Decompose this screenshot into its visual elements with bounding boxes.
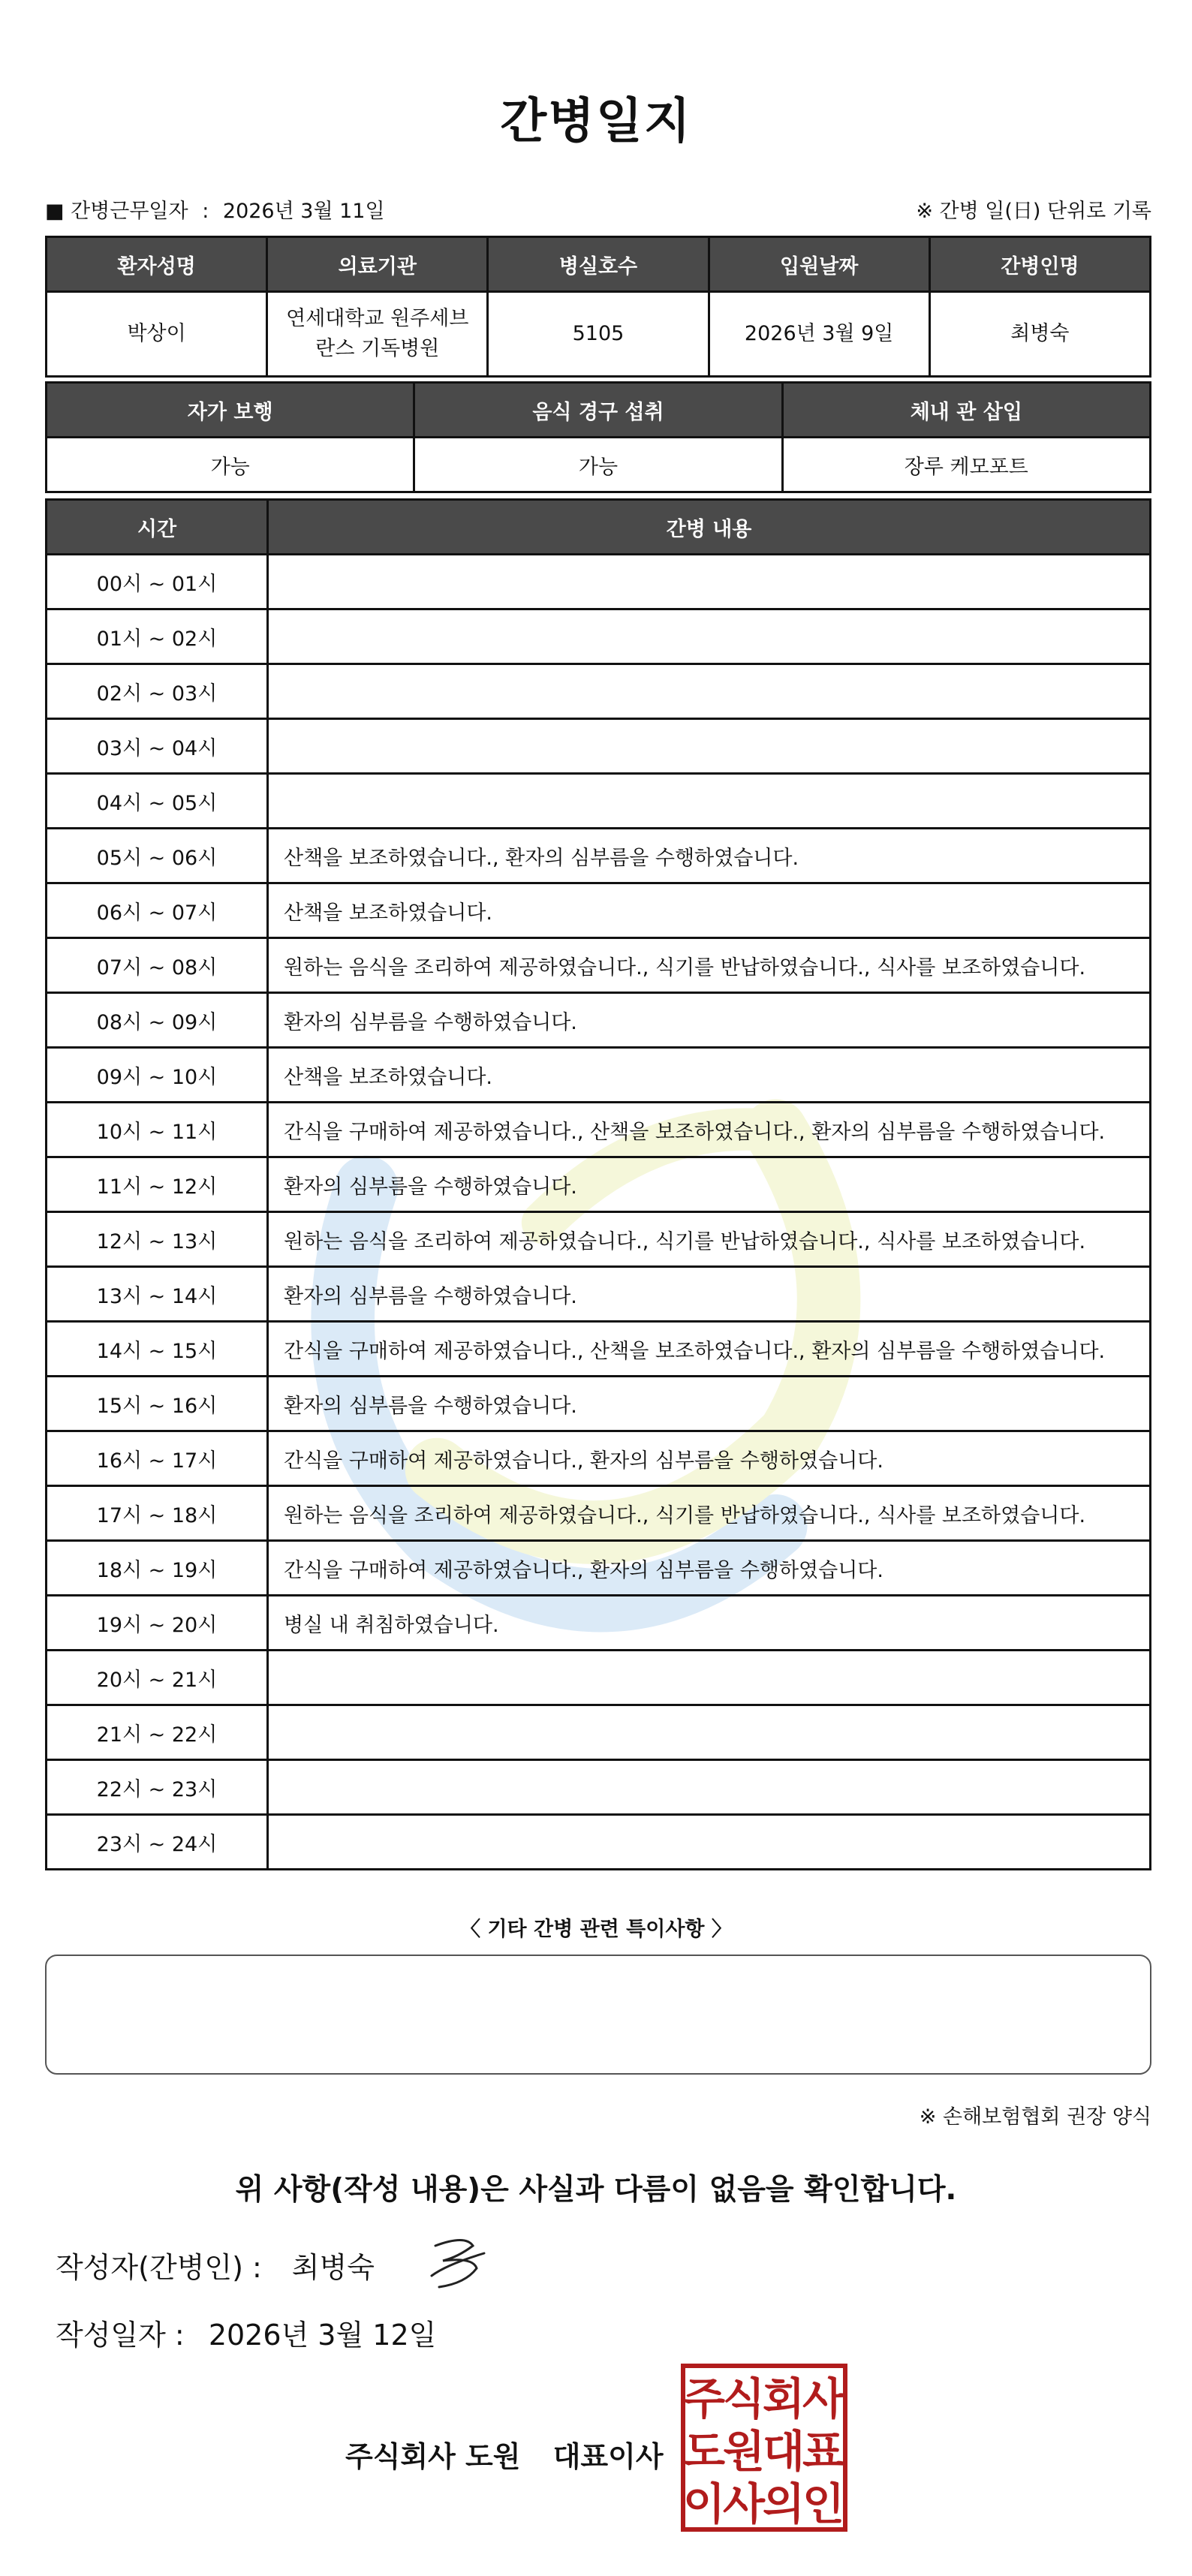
header-care-content: 간병 내용 xyxy=(268,500,1151,555)
care-date-value: 2026년 3월 11일 xyxy=(222,199,385,223)
table-row xyxy=(47,883,1151,938)
writer-line xyxy=(56,2244,375,2286)
table-row xyxy=(47,664,1151,719)
seal-char: 도 xyxy=(682,2426,726,2477)
company-line xyxy=(345,2433,664,2475)
patient-name: 박상이 xyxy=(47,292,267,377)
care-content-cell: 환자의 심부름을 수행하였습니다. xyxy=(268,1157,1151,1212)
seal-char: 대 xyxy=(762,2426,805,2477)
care-content-cell xyxy=(268,1815,1151,1870)
care-content-cell: 간식을 구매하여 제공하였습니다., 산책을 보조하였습니다., 환자의 심부름을 수행하였습니다. xyxy=(268,1322,1151,1377)
care-content-cell: 환자의 심부름을 수행하였습니다. xyxy=(268,993,1151,1048)
care-content-cell: 간식을 구매하여 제공하였습니다., 산책을 보조하였습니다., 환자의 심부름을 수행하였습니다. xyxy=(268,1103,1151,1157)
table-row xyxy=(47,1267,1151,1322)
header-caregiver: 간병인명 xyxy=(929,237,1150,292)
hospital-name: 연세대학교 원주세브란스 기독병원 xyxy=(267,292,488,377)
seal-char: 식 xyxy=(722,2373,766,2424)
header-time: 시간 xyxy=(47,500,268,555)
time-cell: 05시 ~ 06시 xyxy=(47,829,268,883)
time-cell: 10시 ~ 11시 xyxy=(47,1103,268,1157)
table-row xyxy=(47,292,1151,377)
time-cell: 17시 ~ 18시 xyxy=(47,1486,268,1541)
table-header-row xyxy=(47,237,1151,292)
table-row xyxy=(47,1705,1151,1760)
seal-char: 회 xyxy=(762,2373,805,2424)
form-source-note: ※ 손해보험협회 권장 양식 xyxy=(919,2105,1151,2129)
walking-status: 가능 xyxy=(47,438,414,492)
care-content-cell: 산책을 보조하였습니다. xyxy=(268,883,1151,938)
care-date xyxy=(45,194,393,224)
time-cell: 09시 ~ 10시 xyxy=(47,1048,268,1103)
care-content-cell: 환자의 심부름을 수행하였습니다. xyxy=(268,1267,1151,1322)
seal-char: 원 xyxy=(722,2426,766,2477)
care-content-cell xyxy=(268,774,1151,829)
time-cell: 20시 ~ 21시 xyxy=(47,1651,268,1705)
header-hospital: 의료기관 xyxy=(267,237,488,292)
time-cell: 12시 ~ 13시 xyxy=(47,1212,268,1267)
time-cell: 02시 ~ 03시 xyxy=(47,664,268,719)
table-row xyxy=(47,1760,1151,1815)
seal-char: 이 xyxy=(682,2478,726,2529)
table-row xyxy=(47,993,1151,1048)
care-content-cell: 환자의 심부름을 수행하였습니다. xyxy=(268,1377,1151,1431)
admission-date: 2026년 3월 9일 xyxy=(709,292,929,377)
time-cell: 15시 ~ 16시 xyxy=(47,1377,268,1431)
time-cell: 14시 ~ 15시 xyxy=(47,1322,268,1377)
tube-status: 장루 케모포트 xyxy=(782,438,1150,492)
care-content-cell xyxy=(268,609,1151,664)
care-content-cell xyxy=(268,664,1151,719)
seal-char: 표 xyxy=(802,2426,845,2477)
seal-char: 인 xyxy=(802,2478,845,2529)
table-row xyxy=(47,938,1151,993)
care-date-label: ■ 간병근무일자 xyxy=(45,199,188,223)
time-cell: 01시 ~ 02시 xyxy=(47,609,268,664)
table-row xyxy=(47,1322,1151,1377)
care-content-cell: 간식을 구매하여 제공하였습니다., 환자의 심부름을 수행하였습니다. xyxy=(268,1541,1151,1596)
table-row xyxy=(47,1103,1151,1157)
oral-intake-status: 가능 xyxy=(414,438,782,492)
table-row xyxy=(47,438,1151,492)
table-row xyxy=(47,774,1151,829)
header-walking: 자가 보행 xyxy=(47,383,414,438)
company-rep: 대표이사 xyxy=(552,2440,664,2473)
meta-row xyxy=(45,194,1151,224)
table-row xyxy=(47,1651,1151,1705)
table-row xyxy=(47,1048,1151,1103)
table-row xyxy=(47,1377,1151,1431)
table-header-row xyxy=(47,383,1151,438)
time-cell: 03시 ~ 04시 xyxy=(47,719,268,774)
care-log-table xyxy=(45,498,1151,1870)
time-cell: 08시 ~ 09시 xyxy=(47,993,268,1048)
time-cell: 13시 ~ 14시 xyxy=(47,1267,268,1322)
writer-name: 최병숙 xyxy=(291,2251,375,2284)
header-patient-name: 환자성명 xyxy=(47,237,267,292)
table-row xyxy=(47,829,1151,883)
care-content-cell: 간식을 구매하여 제공하였습니다., 환자의 심부름을 수행하였습니다. xyxy=(268,1431,1151,1486)
time-cell: 23시 ~ 24시 xyxy=(47,1815,268,1870)
company-name: 주식회사 도원 xyxy=(345,2440,521,2473)
care-content-cell xyxy=(268,719,1151,774)
table-row xyxy=(47,1541,1151,1596)
care-content-cell: 원하는 음식을 조리하여 제공하였습니다., 식기를 반납하였습니다., 식사를 보조하였습니다. xyxy=(268,938,1151,993)
table-header-row xyxy=(47,500,1151,555)
caregiver-name: 최병숙 xyxy=(929,292,1150,377)
time-cell: 04시 ~ 05시 xyxy=(47,774,268,829)
header-oral-intake: 음식 경구 섭취 xyxy=(414,383,782,438)
time-cell: 06시 ~ 07시 xyxy=(47,883,268,938)
table-row xyxy=(47,1157,1151,1212)
care-content-cell: 산책을 보조하였습니다. xyxy=(268,1048,1151,1103)
care-content-cell xyxy=(268,1760,1151,1815)
care-content-cell: 산책을 보조하였습니다., 환자의 심부름을 수행하였습니다. xyxy=(268,829,1151,883)
confirmation-statement: 위 사항(작성 내용)은 사실과 다름이 없음을 확인합니다. xyxy=(235,2173,957,2207)
table-row xyxy=(47,719,1151,774)
written-date-label: 작성일자 : xyxy=(56,2319,185,2352)
company-seal-icon xyxy=(680,2363,848,2532)
record-unit-note: ※ 간병 일(日) 단위로 기록 xyxy=(916,199,1151,223)
table-row xyxy=(47,1431,1151,1486)
written-date-line xyxy=(56,2312,436,2353)
header-tube: 체내 관 삽입 xyxy=(782,383,1150,438)
written-date-value: 2026년 3월 12일 xyxy=(208,2319,437,2352)
time-cell: 07시 ~ 08시 xyxy=(47,938,268,993)
seal-char: 사 xyxy=(802,2373,845,2424)
time-cell: 11시 ~ 12시 xyxy=(47,1157,268,1212)
time-cell: 22시 ~ 23시 xyxy=(47,1760,268,1815)
patient-info-table xyxy=(45,236,1151,378)
header-admission-date: 입원날짜 xyxy=(709,237,929,292)
care-content-cell: 원하는 음식을 조리하여 제공하였습니다., 식기를 반납하였습니다., 식사를 보조하였습니다. xyxy=(268,1212,1151,1267)
table-row xyxy=(47,1212,1151,1267)
table-row xyxy=(47,555,1151,609)
seal-char: 주 xyxy=(682,2373,726,2424)
table-row xyxy=(47,609,1151,664)
patient-status-table xyxy=(45,381,1151,493)
table-row xyxy=(47,1815,1151,1870)
time-cell: 21시 ~ 22시 xyxy=(47,1705,268,1760)
time-cell: 19시 ~ 20시 xyxy=(47,1596,268,1651)
care-content-cell xyxy=(268,1705,1151,1760)
notes-box xyxy=(45,1955,1151,2075)
table-row xyxy=(47,1596,1151,1651)
time-cell: 18시 ~ 19시 xyxy=(47,1541,268,1596)
signature-icon xyxy=(420,2231,495,2298)
seal-char: 의 xyxy=(762,2478,805,2529)
room-number: 5105 xyxy=(488,292,709,377)
writer-label: 작성자(간병인) : xyxy=(56,2251,262,2284)
care-content-cell: 병실 내 취침하였습니다. xyxy=(268,1596,1151,1651)
care-content-cell: 원하는 음식을 조리하여 제공하였습니다., 식기를 반납하였습니다., 식사를 보조하였습니다. xyxy=(268,1486,1151,1541)
care-content-cell xyxy=(268,555,1151,609)
page-title: 간병일지 xyxy=(500,94,692,149)
care-date-sep: : xyxy=(202,199,209,223)
care-content-cell xyxy=(268,1651,1151,1705)
notes-title: 〈 기타 간병 관련 특이사항 〉 xyxy=(460,1918,732,1941)
seal-char: 사 xyxy=(722,2478,766,2529)
table-row xyxy=(47,1486,1151,1541)
time-cell: 00시 ~ 01시 xyxy=(47,555,268,609)
time-cell: 16시 ~ 17시 xyxy=(47,1431,268,1486)
header-room: 병실호수 xyxy=(488,237,709,292)
